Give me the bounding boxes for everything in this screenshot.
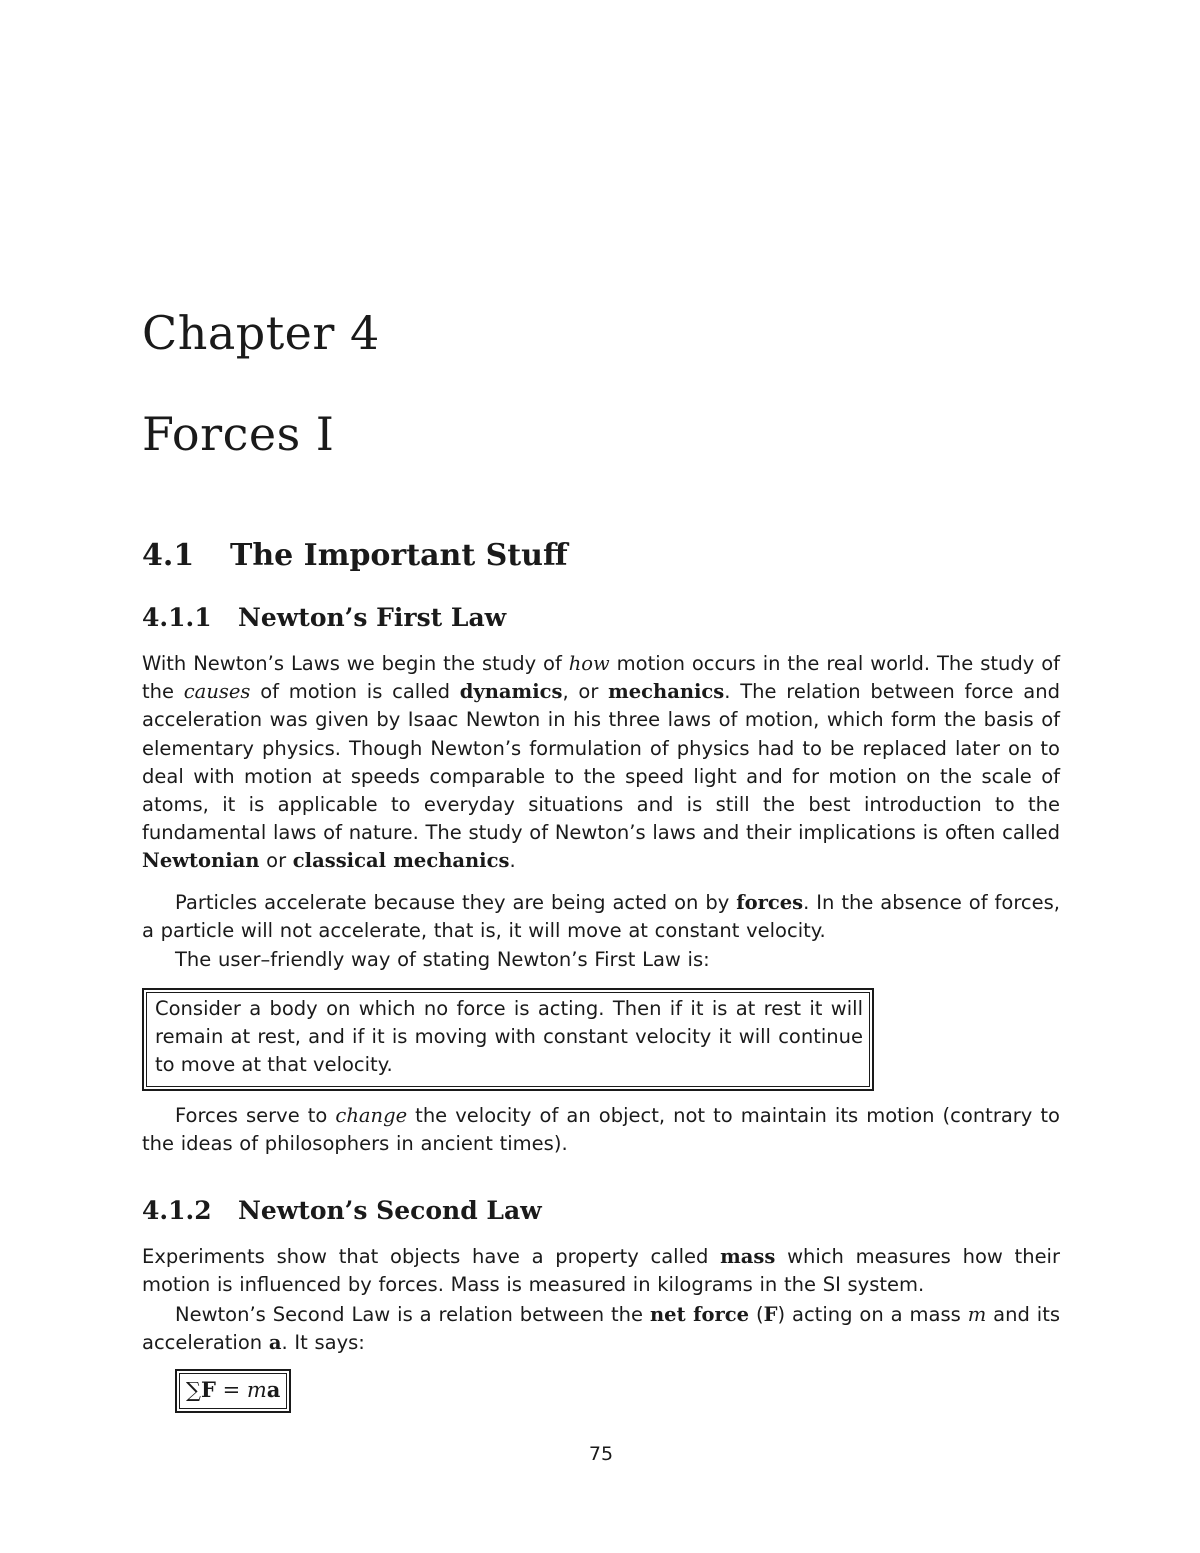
text-run: Newton’s Second Law is a relation between the <box>175 1303 650 1326</box>
term-net-force: net force <box>649 1303 750 1326</box>
text-run: Experiments show that objects have a property called <box>142 1245 721 1268</box>
first-law-statement: Consider a body on which no force is acting. Then if it is at rest it will remain at rest, and if it is moving with constant velocity it will continue to move at that velocity. <box>146 992 870 1087</box>
first-law-box <box>142 988 874 1091</box>
textbook-page <box>142 0 1060 1553</box>
text-run: motion occurs in the real world. The study of the <box>142 652 1060 704</box>
text-run: . In the absence of forces, a particle will not accelerate, that is, it will move at constant velocity. <box>142 891 1060 943</box>
text-run: which measures how their motion is influenced by forces. Mass is measured in kilograms in the SI system. <box>142 1245 1060 1297</box>
text-run: of motion is called <box>250 680 460 704</box>
subsection-title: Newton’s Second Law <box>238 1196 542 1225</box>
page-number: 75 <box>588 1443 614 1465</box>
paragraph-forces <box>142 889 1060 945</box>
text-run: Particles accelerate because they are being acted on by <box>175 891 737 914</box>
term-mechanics: mechanics <box>608 680 725 704</box>
text-run: . The relation between force and acceleration was given by Isaac Newton in his three laws of motion, which form the basis of elementary physics. Though Newton’s formulation of physics had to be replaced later on to deal with motion at speeds comparable to the speed light and for motion on the scale of atoms, it is applicable to everyday situations and is still the best introduction to the fundamental laws of nature. The study of Newton’s laws and their implications is often called <box>142 680 1060 845</box>
second-law-formula-box <box>175 1369 291 1413</box>
chapter-label: Chapter 4 <box>142 306 380 360</box>
symbol-mass: m <box>967 1303 987 1326</box>
emphasis: how <box>568 652 610 675</box>
paragraph-mass <box>142 1243 1060 1299</box>
term-classical-mechanics: classical mechanics <box>292 849 510 873</box>
section-heading <box>142 536 568 576</box>
paragraph-change-velocity <box>142 1102 1060 1158</box>
section-title: The Important Stuff <box>230 538 568 573</box>
chapter-title: Forces I <box>142 407 335 461</box>
section-number: 4.1 <box>142 538 195 573</box>
text-run: ) acting on a mass <box>777 1303 968 1326</box>
text-run: and its acceleration <box>142 1303 1060 1355</box>
emphasis: causes <box>183 680 251 704</box>
paragraph-first-law-intro: The user–friendly way of stating Newton’s First Law is: <box>175 948 710 971</box>
text-run: . It says: <box>281 1331 365 1355</box>
text-run: With Newton’s Laws we begin the study of <box>142 652 569 675</box>
text-run: or <box>259 849 293 873</box>
subsection-number: 4.1.2 <box>142 1196 212 1225</box>
subsection-heading-second-law <box>142 1194 542 1228</box>
term-mass: mass <box>720 1245 776 1268</box>
text-run: . <box>509 849 516 873</box>
formula-force: F <box>201 1377 216 1402</box>
text-run: ( <box>749 1303 764 1326</box>
symbol-force: F <box>763 1303 778 1326</box>
text-run: , or <box>562 680 609 704</box>
symbol-acceleration: a <box>268 1331 282 1355</box>
term-dynamics: dynamics <box>459 680 563 704</box>
sum-symbol: ∑ <box>186 1378 201 1402</box>
term-newtonian: Newtonian <box>142 849 260 873</box>
subsection-title: Newton’s First Law <box>238 603 507 632</box>
emphasis: change <box>335 1104 408 1127</box>
paragraph-second-law-intro <box>142 1301 1060 1357</box>
paragraph-dynamics-intro <box>142 650 1060 876</box>
second-law-formula <box>179 1373 287 1409</box>
formula-equals: = <box>215 1378 247 1402</box>
text-run: Forces serve to <box>175 1104 336 1127</box>
formula-mass: m <box>246 1378 267 1402</box>
subsection-number: 4.1.1 <box>142 603 212 632</box>
formula-acceleration: a <box>266 1377 281 1402</box>
term-forces: forces <box>736 891 804 914</box>
subsection-heading-first-law <box>142 601 506 635</box>
text-run: the velocity of an object, not to maintain its motion (contrary to the ideas of philosophers in ancient times). <box>142 1104 1060 1156</box>
